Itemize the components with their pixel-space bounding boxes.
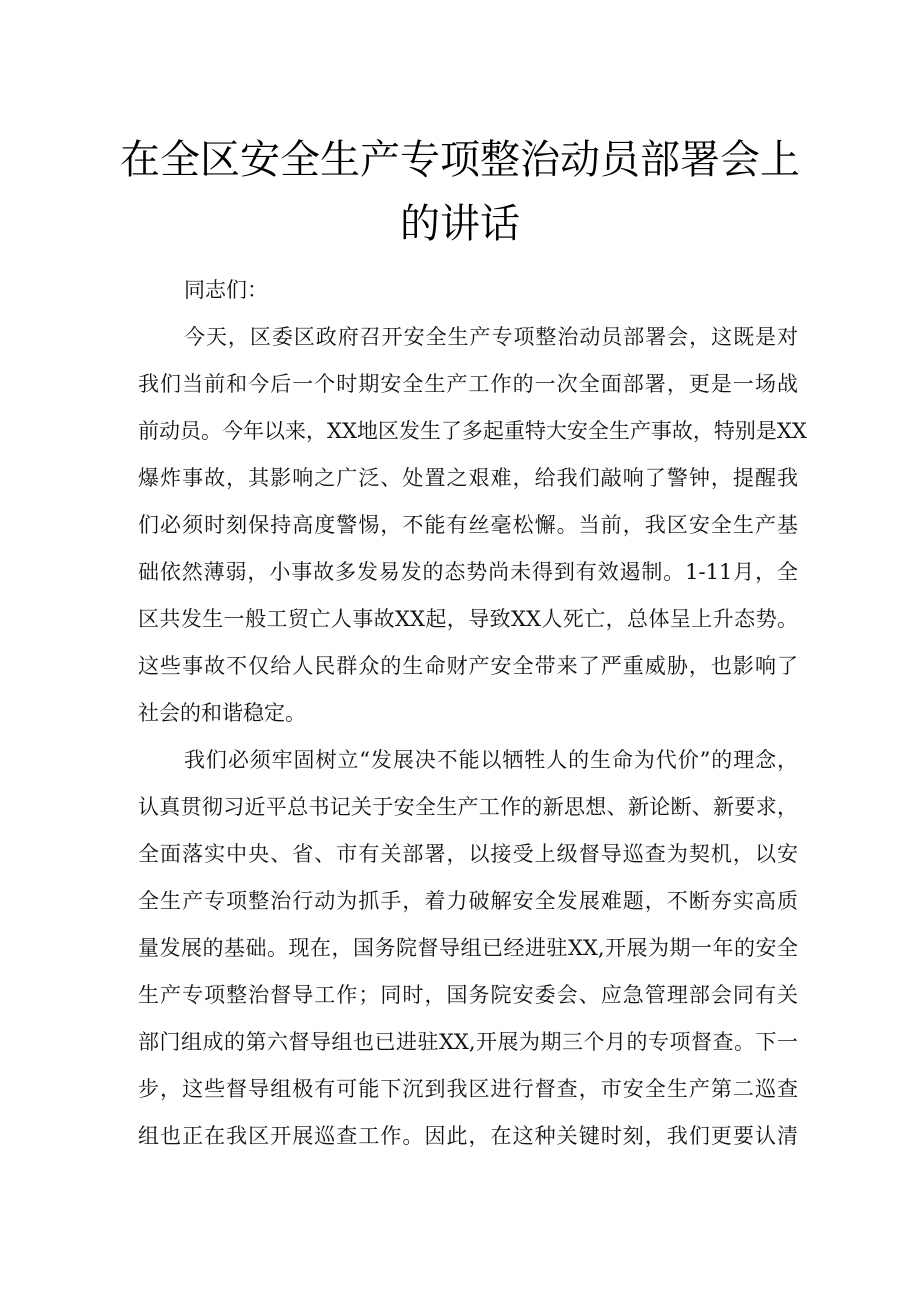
text-line: 这些事故不仅给人民群众的生命财产安全带来了严重威胁，也影响了	[138, 654, 798, 678]
document-body	[138, 267, 807, 1160]
document-title	[0, 128, 920, 256]
text-line: 前动员。今年以来，XX地区发生了多起重特大安全生产事故，特别是XX	[138, 419, 807, 443]
text-line: 社会的和谐稳定。	[138, 701, 306, 725]
text-line: 认真贯彻习近平总书记关于安全生产工作的新思想、新论断、新要求，	[138, 795, 798, 819]
text-line: 部门组成的第六督导组也已进驻XX,开展为期三个月的专项督查。下一	[138, 1030, 798, 1054]
title-line: 的讲话	[400, 201, 520, 247]
text-line: 量发展的基础。现在，国务院督导组已经进驻XX,开展为期一年的安全	[138, 936, 798, 960]
text-line: 组也正在我区开展巡查工作。因此，在这种关键时刻，我们更要认清	[138, 1124, 798, 1148]
text-line: 区共发生一般工贸亡人事故XX起，导致XX人死亡，总体呈上升态势。	[138, 607, 798, 631]
paragraph-1	[138, 314, 807, 737]
text-line: 步，这些督导组极有可能下沉到我区进行督查，市安全生产第二巡查	[138, 1077, 798, 1101]
salutation: 同志们：	[184, 278, 268, 302]
text-line: 们必须时刻保持高度警惕，不能有丝毫松懈。当前，我区安全生产基	[138, 513, 798, 537]
text-line: 我们必须牢固树立“发展决不能以牺牲人的生命为代价”的理念，	[184, 748, 798, 772]
text-line: 全面落实中央、省、市有关部署，以接受上级督导巡查为契机，以安	[138, 842, 798, 866]
text-line: 今天，区委区政府召开安全生产专项整治动员部署会，这既是对	[184, 325, 798, 349]
paragraph-2	[138, 737, 798, 1160]
text-line: 爆炸事故，其影响之广泛、处置之艰难，给我们敲响了警钟，提醒我	[138, 466, 798, 490]
text-line: 全生产专项整治行动为抓手，着力破解安全发展难题，不断夯实高质	[138, 889, 798, 913]
text-line: 础依然薄弱，小事故多发易发的态势尚未得到有效遏制。1-11月，全	[138, 560, 798, 584]
text-line: 我们当前和今后一个时期安全生产工作的一次全面部署，更是一场战	[138, 372, 798, 396]
title-line: 在全区安全生产专项整治动员部署会上	[120, 137, 800, 183]
text-line: 生产专项整治督导工作；同时，国务院安委会、应急管理部会同有关	[138, 983, 798, 1007]
